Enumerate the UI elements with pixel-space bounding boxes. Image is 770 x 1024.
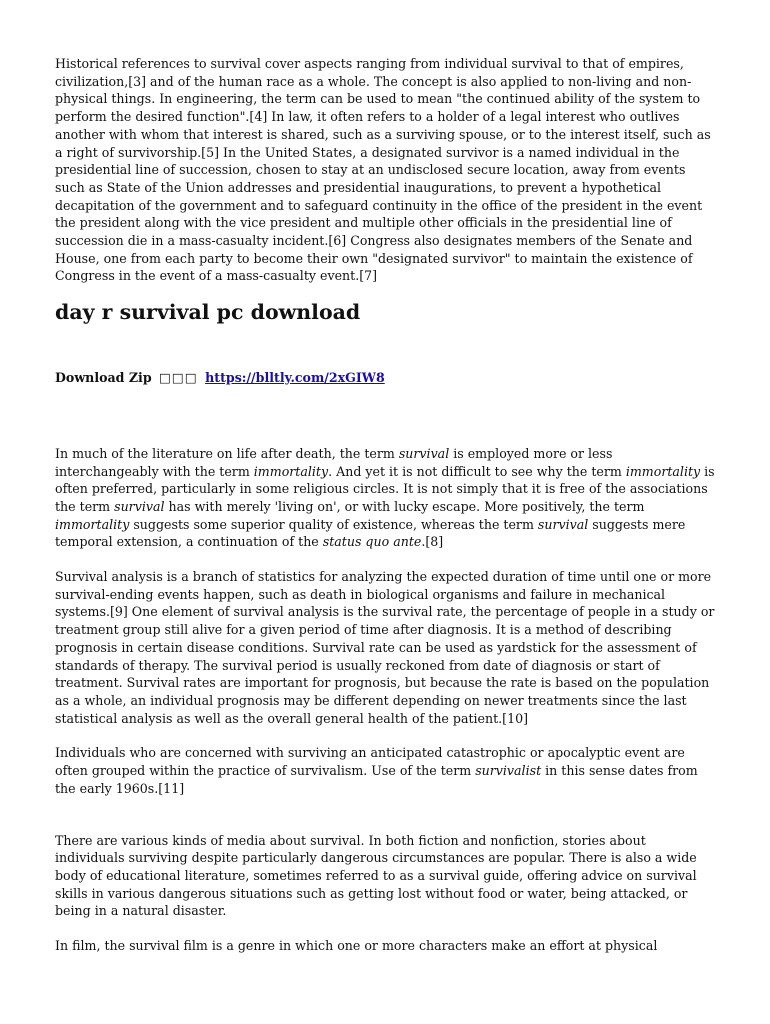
spacer [55,551,715,568]
survivalism-paragraph: Individuals who are concerned with surviving an anticipated catastrophic or apocalyptic event are often grouped within the practice of survivalism. Use of the term survivalist in this sense dates from the early 1960s.[11] [55,745,698,796]
spacer [55,727,715,744]
analysis-paragraph: Survival analysis is a branch of statistics for analyzing the expected duration of time until one or more survival-ending events happen, such as death in biological organisms and failure in mechanical systems.[9] One element of survival analysis is the survival rate, the percentage of people in a study or treatment group still alive for a given period of time after diagnosis. It is a method of describing prognosis in certain disease conditions. Survival rate can be used as yardstick for the assessment of standards of therapy. The survival period is usually reckoned from date of diagnosis or start of treatment. Survival rates are important for prognosis, but because the rate is based on the population as a whole, an individual prognosis may be different depending on newer treatments since the last statistical analysis as well as the overall general health of the patient.[10] [55,569,715,726]
download-label: Download Zip [55,370,152,386]
document-page [55,55,715,955]
download-glyphs: □□□ [159,370,198,386]
download-link[interactable]: https://blltly.com/2xGIW8 [205,370,385,386]
spacer [55,387,715,445]
spacer [55,798,715,832]
afterlife-paragraph: In much of the literature on life after death, the term survival is employed more or less interchangeably with the term immortality. And yet it is not difficult to see why the term immortality is often preferred, particularly in some religious circles. It is not simply that it is free of the associations the term survival has with merely 'living on', or with lucky escape. More positively, the term immortality suggests some superior quality of existence, whereas the term survival suggests mere temporal extension, a continuation of the status quo ante.[8] [55,445,715,550]
film-paragraph: In film, the survival film is a genre in which one or more characters make an effort at physical [55,938,658,954]
intro-paragraph: Historical references to survival cover aspects ranging from individual survival to that of empires, civilization,[3] and of the human race as a whole. The concept is also applied to non-living and non-physical things. In engineering, the term can be used to mean "the continued ability of the system to perform the desired function".[4] In law, it often refers to a holder of a legal interest who outlives another with whom that interest is shared, such as a surviving spouse, or to the interest itself, such as a right of survivorship.[5] In the United States, a designated survivor is a named individual in the presidential line of succession, chosen to stay at an undisclosed secure location, away from events such as State of the Union addresses and presidential inaugurations, to prevent a hypothetical decapitation of the government and to safeguard continuity in the office of the president in the event the president along with the vice president and multiple other officials in the presidential line of succession die in a mass-casualty incident.[6] Congress also designates members of the Senate and House, one from each party to become their own "designated survivor" to maintain the existence of Congress in the event of a mass-casualty event.[7] [55,56,711,284]
media-paragraph: There are various kinds of media about survival. In both fiction and nonfiction, stories about individuals surviving despite particularly dangerous circumstances are popular. There is also a wide body of educational literature, sometimes referred to as a survival guide, offering advice on survival skills in various dangerous situations such as getting lost without food or water, being attacked, or being in a natural disaster. [55,832,697,919]
download-line [55,369,715,387]
page-title: day r survival pc download [55,300,361,325]
spacer [55,920,715,937]
